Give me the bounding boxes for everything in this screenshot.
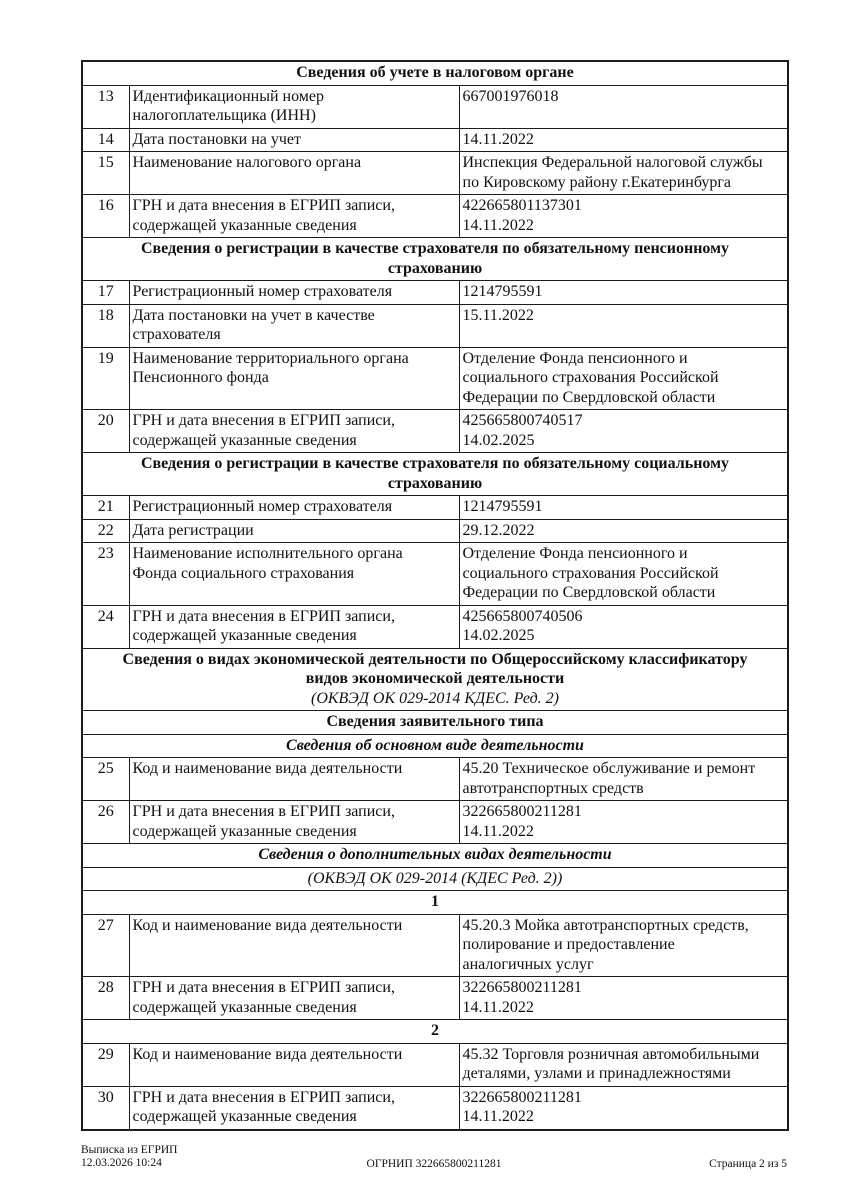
section-header-row (82, 1020, 788, 1044)
field-label-cell (129, 85, 459, 128)
field-label-cell (129, 543, 459, 606)
section-header-cell (82, 844, 788, 868)
section-header-line: 1 (431, 893, 439, 910)
field-label-line: ГРН и дата внесения в ЕГРИП записи, (132, 412, 395, 429)
field-label-line: содержащей указанные сведения (132, 998, 357, 1016)
field-value-line: 1214795591 (462, 283, 543, 300)
field-value-line: аналогичных услуг (462, 955, 594, 973)
field-label-cell (129, 977, 459, 1020)
field-value-line: Федерации по Свердловской области (462, 388, 716, 406)
field-value-line: 425665800740506 (462, 607, 583, 625)
field-value-cell (459, 519, 788, 543)
table-row (82, 195, 788, 238)
row-number-cell: 20 (82, 410, 129, 453)
row-number-cell: 29 (82, 1043, 129, 1086)
field-value-line: полирование и предоставление (462, 936, 675, 953)
section-header-row (82, 891, 788, 915)
field-label-line: содержащей указанные сведения (132, 627, 357, 644)
field-label-cell (129, 281, 459, 305)
field-label-cell (129, 496, 459, 520)
table-row (82, 410, 788, 453)
section-header-line: (ОКВЭД ОК 029-2014 КДЕС. Ред. 2) (310, 689, 559, 707)
field-value-line: 14.02.2025 (462, 627, 535, 644)
field-value-cell (459, 410, 788, 453)
field-label-line: Код и наименование вида деятельности (132, 916, 403, 934)
field-value-line: 422665801137301 (462, 197, 582, 214)
field-value-cell (459, 977, 788, 1020)
field-value-line: 14.11.2022 (462, 822, 534, 840)
section-header-line: Сведения о видах экономической деятельности по Общероссийскому классификатору (122, 650, 748, 668)
section-header-line: Сведения заявительного типа (326, 713, 544, 730)
section-header-cell (82, 891, 788, 915)
field-label-line: Фонда социального страхования (132, 564, 355, 582)
section-header-row (82, 238, 788, 281)
field-value-line: Отделение Фонда пенсионного и (462, 545, 688, 562)
table-row (82, 543, 788, 606)
field-value-line: 45.32 Торговля розничная автомобильными (462, 1045, 760, 1063)
table-row (82, 1043, 788, 1086)
section-header-cell (82, 1020, 788, 1044)
section-header-line: Сведения об основном виде деятельности (286, 736, 584, 754)
field-label-line: Наименование исполнительного органа (132, 545, 403, 562)
field-value-line: автотранспортных средств (462, 779, 644, 797)
table-row (82, 1086, 788, 1130)
section-header-line: 2 (431, 1022, 439, 1039)
field-value-cell (459, 304, 788, 347)
field-value-line: 322665800211281 (462, 803, 582, 820)
field-label-line: содержащей указанные сведения (132, 431, 357, 449)
table-row (82, 347, 788, 410)
field-label-cell (129, 914, 459, 977)
row-number-cell: 27 (82, 914, 129, 977)
field-value-cell (459, 152, 788, 195)
field-label-line: Дата регистрации (132, 521, 254, 539)
field-label-line: Дата постановки на учет (132, 130, 301, 148)
field-label-line: ГРН и дата внесения в ЕГРИП записи, (132, 1088, 395, 1106)
table-row (82, 304, 788, 347)
field-value-cell (459, 128, 788, 152)
section-header-row (82, 711, 788, 735)
row-number-cell: 23 (82, 543, 129, 606)
field-value-line: 425665800740517 (462, 412, 583, 429)
field-value-line: Федерации по Свердловской области (462, 584, 716, 601)
field-label-cell (129, 1086, 459, 1130)
field-label-line: Пенсионного фонда (132, 369, 269, 386)
field-label-line: Код и наименование вида деятельности (132, 1045, 403, 1063)
field-value-cell (459, 496, 788, 520)
section-header-row (82, 867, 788, 891)
field-value-cell (459, 1086, 788, 1130)
section-header-line: Сведения о регистрации в качестве страхователя по обязательному пенсионному (140, 240, 730, 257)
table-row (82, 496, 788, 520)
section-header-row (82, 844, 788, 868)
field-value-line: 1214795591 (462, 498, 543, 515)
row-number-cell: 15 (82, 152, 129, 195)
field-label-cell (129, 347, 459, 410)
field-value-line: 14.11.2022 (462, 216, 534, 234)
field-label-line: Наименование налогового органа (132, 154, 362, 171)
field-value-line: 14.11.2022 (462, 130, 534, 148)
footer-doc-title: Выписка из ЕГРИП (81, 1144, 178, 1156)
field-label-cell (129, 128, 459, 152)
row-number-cell: 25 (82, 758, 129, 801)
footer-page-number: Страница 2 из 5 (709, 1158, 787, 1170)
field-value-line: 29.12.2022 (462, 521, 535, 539)
field-label-cell (129, 410, 459, 453)
section-header-cell (82, 734, 788, 758)
field-value-line: 14.02.2025 (462, 431, 535, 449)
table-row (82, 281, 788, 305)
field-value-cell (459, 281, 788, 305)
row-number-cell: 18 (82, 304, 129, 347)
row-number-cell: 13 (82, 85, 129, 128)
field-label-cell (129, 195, 459, 238)
row-number-cell: 16 (82, 195, 129, 238)
table-row (82, 801, 788, 844)
field-value-cell (459, 543, 788, 606)
footer-ogrnip: ОГРНИП 322665800211281 (366, 1158, 502, 1170)
field-label-line: Регистрационный номер страхователя (132, 498, 393, 515)
field-label-line: Регистрационный номер страхователя (132, 283, 393, 300)
row-number-cell: 26 (82, 801, 129, 844)
section-header-line: (ОКВЭД ОК 029-2014 (КДЕС Ред. 2)) (307, 869, 563, 887)
field-value-line: Отделение Фонда пенсионного и (462, 349, 688, 367)
section-header-line: Сведения об учете в налоговом органе (296, 64, 574, 81)
field-label-cell (129, 758, 459, 801)
field-label-cell (129, 1043, 459, 1086)
row-number-cell: 19 (82, 347, 129, 410)
section-header-row (82, 61, 788, 85)
row-number-cell: 30 (82, 1086, 129, 1130)
table-row (82, 152, 788, 195)
field-label-cell (129, 152, 459, 195)
field-label-cell (129, 304, 459, 347)
field-value-line: по Кировскому району г.Екатеринбурга (462, 173, 732, 191)
table-row (82, 758, 788, 801)
field-label-cell (129, 519, 459, 543)
table-row (82, 519, 788, 543)
field-label-line: содержащей указанные сведения (132, 822, 357, 840)
footer-timestamp: 12.03.2026 10:24 (81, 1157, 162, 1169)
row-number-cell: 21 (82, 496, 129, 520)
field-label-line: ГРН и дата внесения в ЕГРИП записи, (132, 197, 395, 214)
section-header-cell (82, 648, 788, 711)
row-number-cell: 28 (82, 977, 129, 1020)
table-row (82, 85, 788, 128)
field-value-line: Инспекция Федеральной налоговой службы (462, 154, 763, 171)
field-label-line: Дата постановки на учет в качестве (132, 306, 375, 324)
field-label-line: Наименование территориального органа (132, 349, 409, 367)
section-header-cell (82, 61, 788, 85)
table-row (82, 128, 788, 152)
section-header-cell (82, 453, 788, 496)
field-value-cell (459, 85, 788, 128)
field-value-cell (459, 195, 788, 238)
field-value-cell (459, 801, 788, 844)
field-value-line: 15.11.2022 (462, 306, 534, 324)
field-label-line: страхователя (132, 326, 221, 343)
field-label-line: содержащей указанные сведения (132, 216, 357, 234)
section-header-line: Сведения о регистрации в качестве страхователя по обязательному социальному (140, 455, 730, 472)
row-number-cell: 22 (82, 519, 129, 543)
field-label-line: ГРН и дата внесения в ЕГРИП записи, (132, 979, 395, 996)
field-value-cell (459, 605, 788, 648)
field-value-line: 45.20.3 Мойка автотранспортных средств, (462, 916, 749, 934)
section-header-cell (82, 238, 788, 281)
egrip-details-table (81, 60, 789, 1131)
field-label-line: Код и наименование вида деятельности (132, 760, 403, 777)
row-number-cell: 17 (82, 281, 129, 305)
section-header-cell (82, 867, 788, 891)
field-label-line: налогоплательщика (ИНН) (132, 107, 316, 124)
field-value-line: социального страхования Российской (462, 369, 719, 386)
section-header-line: Сведения о дополнительных видах деятельности (258, 846, 612, 863)
field-value-line: деталями, узлами и принадлежностями (462, 1065, 731, 1082)
field-value-cell (459, 758, 788, 801)
field-label-line: содержащей указанные сведения (132, 1108, 357, 1125)
row-number-cell: 24 (82, 605, 129, 648)
section-header-row (82, 734, 788, 758)
section-header-row (82, 648, 788, 711)
table-row (82, 977, 788, 1020)
section-header-cell (82, 711, 788, 735)
field-value-line: социального страхования Российской (462, 564, 719, 582)
field-label-cell (129, 605, 459, 648)
field-value-line: 322665800211281 (462, 1088, 582, 1106)
field-value-line: 45.20 Техническое обслуживание и ремонт (462, 760, 756, 777)
field-value-cell (459, 347, 788, 410)
field-value-line: 14.11.2022 (462, 998, 534, 1016)
table-row (82, 914, 788, 977)
section-header-line: страхованию (387, 259, 483, 277)
field-label-line: Идентификационный номер (132, 87, 325, 105)
section-header-line: видов экономической деятельности (305, 670, 565, 687)
table-row (82, 605, 788, 648)
page-footer (81, 1144, 787, 1172)
field-value-cell (459, 1043, 788, 1086)
section-header-row (82, 453, 788, 496)
field-label-cell (129, 801, 459, 844)
field-label-line: ГРН и дата внесения в ЕГРИП записи, (132, 803, 395, 820)
field-label-line: ГРН и дата внесения в ЕГРИП записи, (132, 607, 395, 625)
row-number-cell: 14 (82, 128, 129, 152)
field-value-line: 667001976018 (462, 87, 559, 105)
field-value-line: 14.11.2022 (462, 1108, 534, 1125)
field-value-cell (459, 914, 788, 977)
field-value-line: 322665800211281 (462, 979, 582, 996)
section-header-line: страхованию (387, 474, 483, 492)
